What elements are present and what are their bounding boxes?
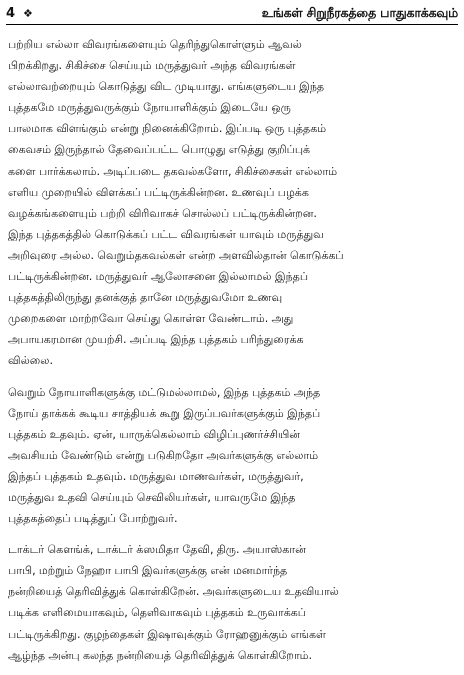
text-line: வழக்கங்களையும் பற்றி விரிவாகச் சொல்லப் பட்டிருக்கின்றன. (8, 206, 317, 220)
text-line: அபாயகரமான முயற்சி. அப்படி இந்த புத்தகம் பரிந்துரைக்க (8, 333, 304, 347)
text-line: இந்த புத்தகத்தில் கொடுக்கப் பட்ட விவரங்கள் யாவும் மருத்துவ (8, 227, 324, 241)
text-line: நோய் தாக்கக் கூடிய சாத்தியக் கூறு இருப்பவர்களுக்கும் இந்தப் (8, 406, 321, 420)
text-line: பாலமாக விளங்கும் என்று நினைக்கிறோம். இப்படி ஒரு புத்தகம் (8, 122, 327, 136)
text-line: எளிய முறையில் விளக்கப் பட்டிருக்கின்றன. உணவுப் பழக்க (8, 185, 309, 199)
text-line: பற்றிய எல்லா விவரங்களையும் தெரிந்துகொள்ளும் ஆவல் (8, 38, 302, 51)
page-body (8, 34, 456, 666)
text-line: இந்தப் புத்தகம் உதவும். மருத்துவ மாணவர்கள், மருத்துவர், (8, 469, 304, 483)
text-line: எல்லாவற்றையும் கொடுத்து விட முடியாது. எங்களுடைய இந்த (8, 80, 324, 94)
ornament-icon: ❖ (23, 6, 33, 20)
text-line: பட்டிருக்கிறது. குழந்தைகள் இஷாவுக்கும் ரோஹனுக்கும் எங்கள் (8, 627, 326, 641)
running-title: உங்கள் சிறுநீரகத்தை பாதுகாக்கவும் (261, 4, 458, 20)
text-line: களை பார்க்கலாம். அடிப்படை தகவல்களோ, சிகிச்சைகள் எல்லாம் (8, 164, 338, 178)
paragraph (8, 539, 456, 666)
text-line: டாக்டர் கௌங்க், டாக்டர் க்ஸமிதா தேவி, திரு. அயாஸ்கான் (8, 543, 306, 557)
text-line: புத்தகத்தைப் படித்துப் போற்றுவர். (8, 512, 178, 526)
text-line: வில்லை. (8, 354, 53, 368)
text-line: படிக்க எளிமையாகவும், தெளிவாகவும் புத்தகம் உருவாக்கப் (8, 606, 306, 620)
text-line: நன்றியைத் தெரிவித்துக் கொள்கிறேன். அவர்களுடைய உதவியால் (8, 585, 339, 599)
text-line: வெறும் நோயாளிகளுக்கு மட்டுமல்லாமல், இந்த புத்தகம் அந்த (8, 385, 321, 399)
page-number: 4 (6, 5, 16, 21)
paragraph-gap (8, 529, 456, 539)
text-line: பட்டிருக்கின்றன. மருத்துவர் ஆலோசனை இல்லாமல் இந்தப் (8, 270, 308, 284)
text-line: முறைகளை மாற்றவோ செய்து கொள்ள வேண்டாம். அது (8, 312, 294, 326)
paragraph (8, 34, 456, 372)
text-line: புத்தகம் உதவும். ஏன், யாருக்கெல்லாம் விழிப்புணர்ச்சியின் (8, 427, 301, 441)
paragraph-gap (8, 372, 456, 382)
text-line: பிறக்கிறது. சிகிச்சை செய்யும் மருத்துவர் அந்த விவரங்கள் (8, 59, 296, 73)
paragraph (8, 382, 456, 530)
text-line: அறிவுரை அல்ல. வெறும்தகவல்கள் என்ற அளவில்தான் கொடுக்கப் (8, 248, 344, 262)
text-line: அவசியம் வேண்டும் என்று படுகிறதோ அவர்களுக்கு எல்லாம் (8, 448, 319, 462)
text-line: புத்தகத்திலிருந்து தனக்குத் தானே மருத்துவமோ உணவு (8, 291, 283, 305)
page-header (6, 2, 458, 25)
text-line: பாபி, மற்றும் நேஹா பாபி இவர்களுக்கு என் மனமார்ந்த (8, 564, 288, 578)
text-line: கைவசம் இருந்தால் தேவைப்பட்ட பொழுது எடுத்து குறிப்புக் (8, 143, 310, 157)
text-line: மருத்துவ உதவி செய்யும் செவிலியர்கள், யாவருமே இந்த (8, 490, 296, 504)
text-line: ஆழ்ந்த அன்பு கலந்த நன்றியைத் தெரிவித்துக் கொள்கிறோம். (8, 648, 312, 662)
text-line: புத்தகமே மருத்துவருக்கும் நோயாளிக்கும் இடையே ஒரு (8, 101, 291, 115)
